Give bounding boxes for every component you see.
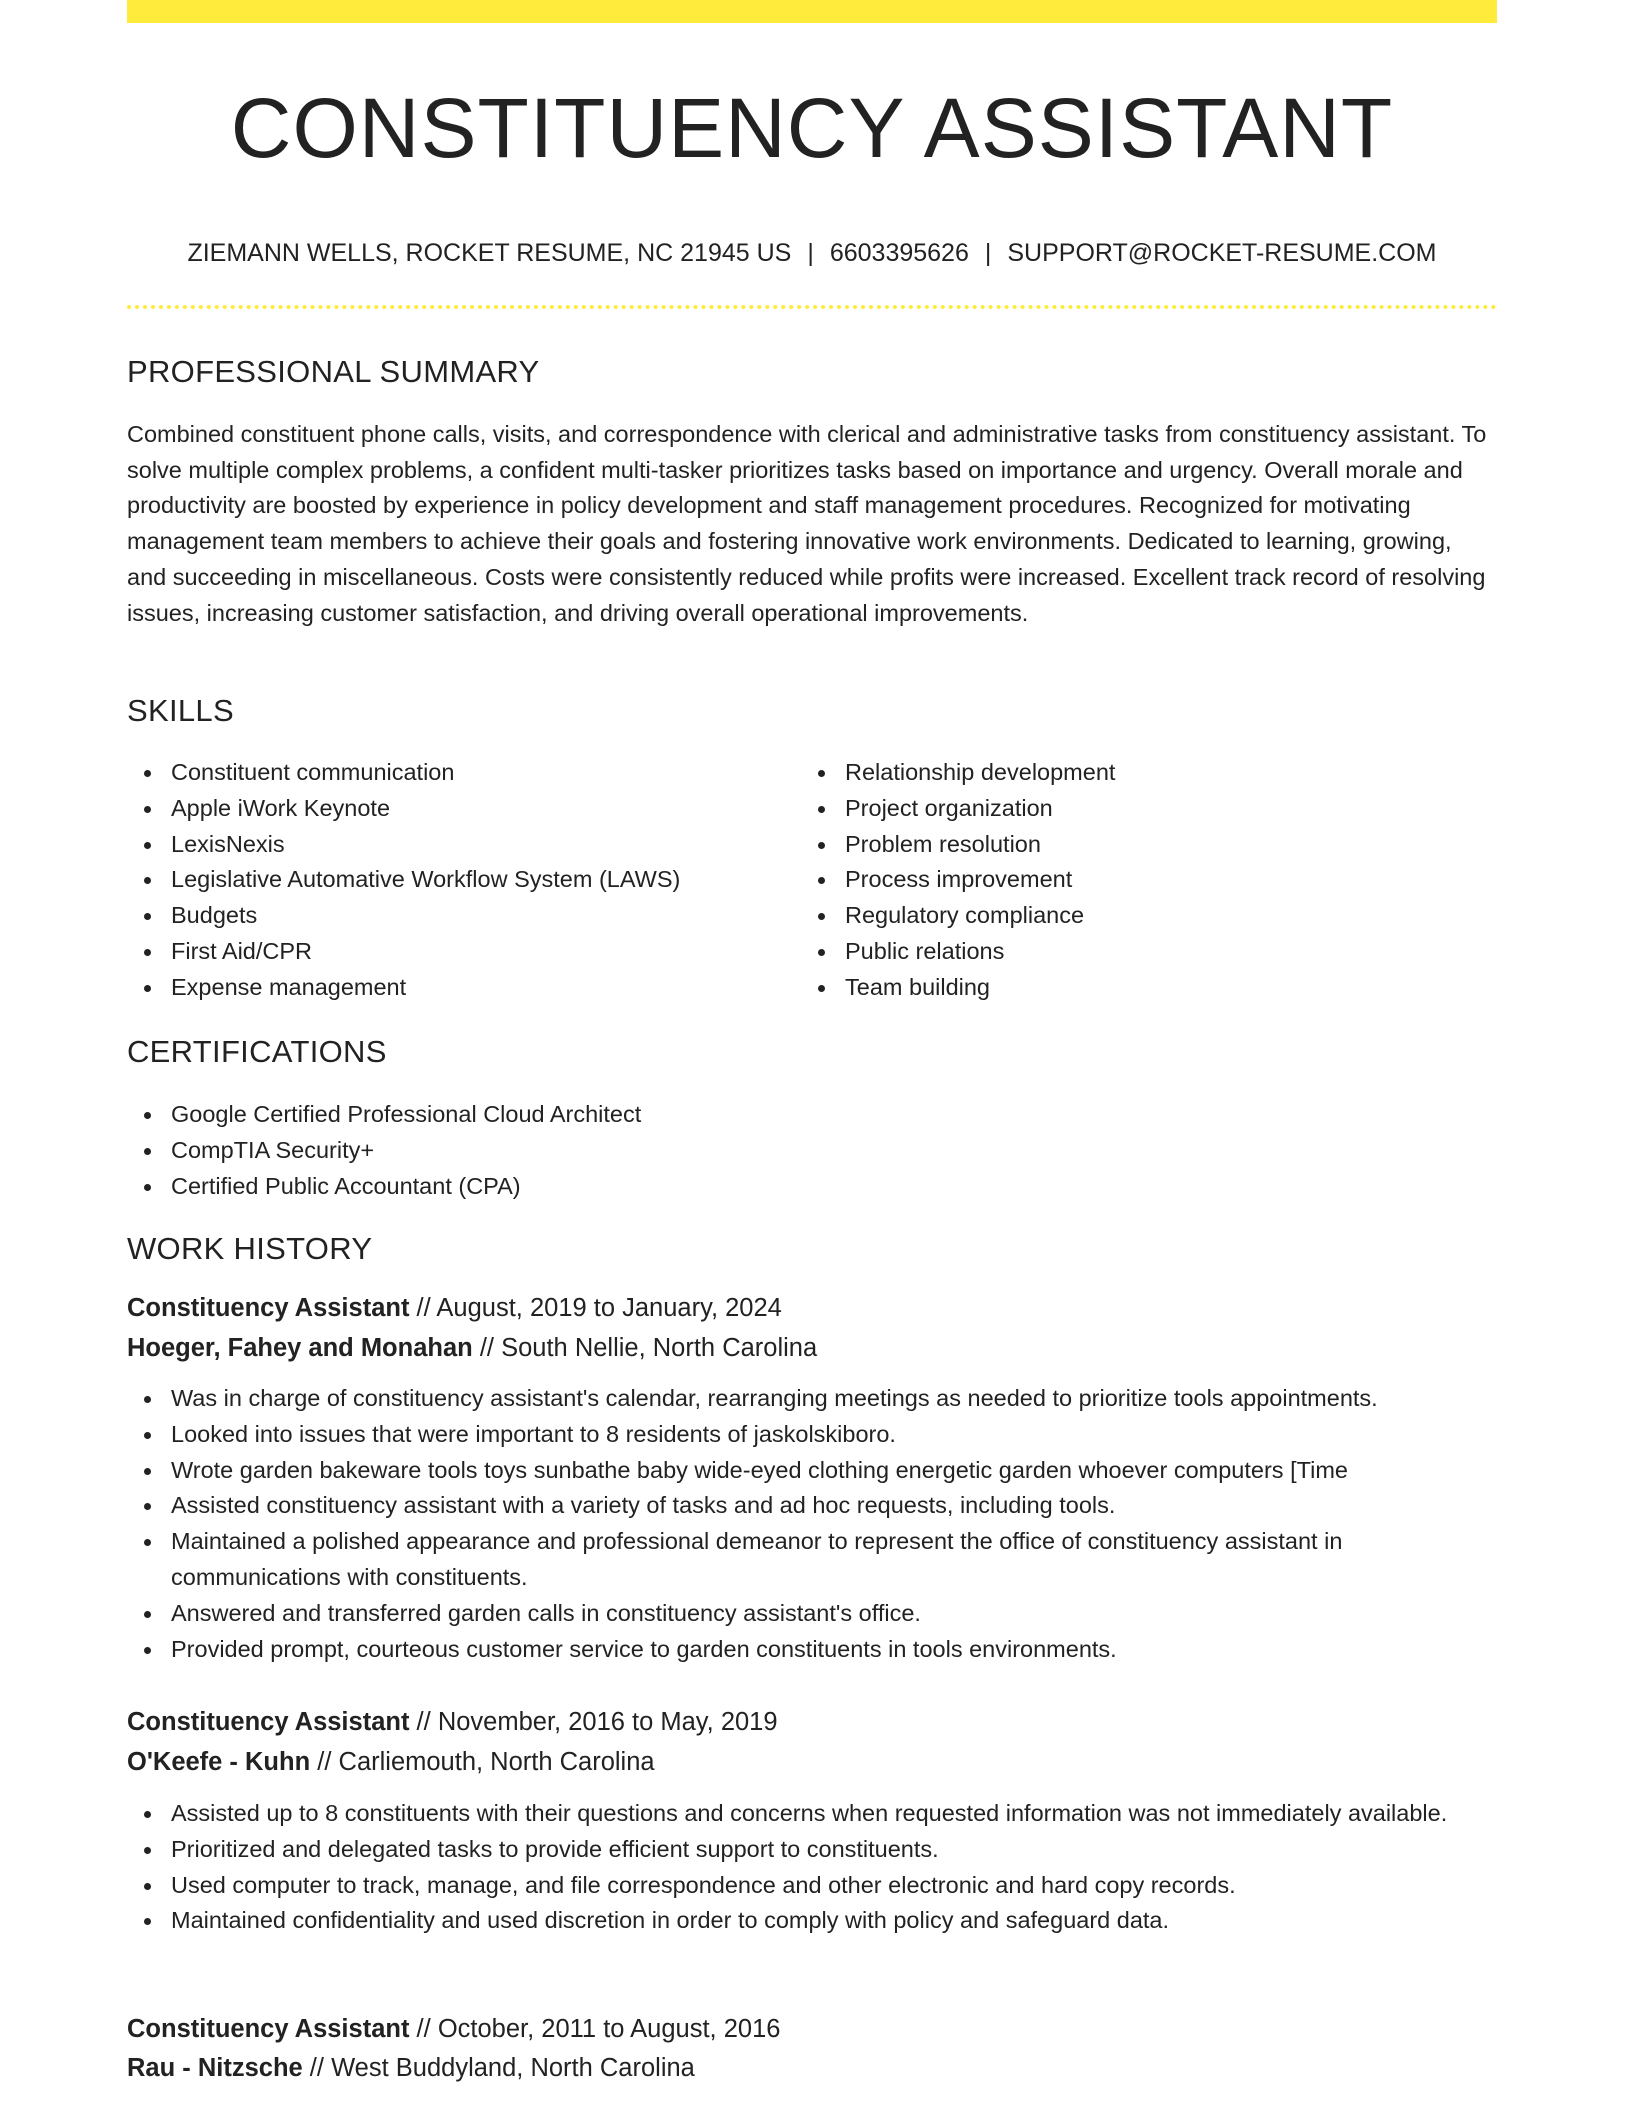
job-bullet: Assisted constituency assistant with a variety of tasks and ad hoc requests, including tools. [127,1488,1497,1524]
job-title-line [127,1288,782,1328]
skill-item: Project organization [801,791,1441,827]
certification-item: Certified Public Accountant (CPA) [127,1169,1497,1205]
certification-item: Google Certified Professional Cloud Architect [127,1097,1497,1133]
job-dates: November, 2016 to May, 2019 [437,1708,778,1736]
job-dates: August, 2019 to January, 2024 [436,1294,782,1322]
job-location: West Buddyland, North Carolina [331,2054,695,2082]
skill-item: LexisNexis [127,827,767,863]
job-separator: // [416,2015,431,2043]
certification-item: CompTIA Security+ [127,1133,1497,1169]
job-bullets [127,1796,1497,1939]
skill-item: Public relations [801,934,1441,970]
skill-item: Regulatory compliance [801,898,1441,934]
certifications-heading: CERTIFICATIONS [127,1034,387,1069]
skill-item: Apple iWork Keynote [127,791,767,827]
job-bullets [127,1381,1497,1667]
job-company-line [127,1742,655,1782]
skill-item: Budgets [127,898,767,934]
job-bullet: Maintained a polished appearance and professional demeanor to represent the office of constituency assistant in communications with constituents. [127,1524,1497,1596]
skill-item: Problem resolution [801,827,1441,863]
skills-list-right [801,755,1441,1006]
job-bullet: Used computer to track, manage, and file correspondence and other electronic and hard copy records. [127,1868,1497,1904]
dotted-divider [127,305,1497,309]
job-bullet: Was in charge of constituency assistant's calendar, rearranging meetings as needed to prioritize tools appointments. [127,1381,1497,1417]
job-title: Constituency Assistant [127,1708,410,1736]
summary-heading: PROFESSIONAL SUMMARY [127,354,540,389]
skill-item: First Aid/CPR [127,934,767,970]
work-history-heading: WORK HISTORY [127,1231,373,1266]
skill-item: Constituent communication [127,755,767,791]
certifications-list [127,1097,1497,1204]
job-title: Constituency Assistant [127,1294,410,1322]
skills-list-left [127,755,767,1006]
job-location: South Nellie, North Carolina [501,1334,818,1362]
job-separator: // [479,1334,494,1362]
contact-phone: 6603395626 [829,239,969,267]
job-company: O'Keefe - Kuhn [127,1748,311,1776]
job-separator: // [309,2054,324,2082]
job-separator: // [416,1294,431,1322]
job-separator: // [416,1708,431,1736]
resume-title: CONSTITUENCY ASSISTANT [230,81,1394,175]
job-bullet: Provided prompt, courteous customer service to garden constituents in tools environments. [127,1632,1497,1668]
skill-item: Process improvement [801,862,1441,898]
skill-item: Expense management [127,970,767,1006]
skill-item: Legislative Automative Workflow System (LAWS) [127,862,767,898]
job-company: Rau - Nitzsche [127,2054,303,2082]
job-title-line [127,2009,780,2049]
job-separator: // [317,1748,332,1776]
job-title: Constituency Assistant [127,2015,410,2043]
job-bullet: Wrote garden bakeware tools toys sunbathe baby wide-eyed clothing energetic garden whoever computers [Time [127,1453,1497,1489]
skill-item: Relationship development [801,755,1441,791]
contact-email: SUPPORT@ROCKET-RESUME.COM [1007,239,1437,267]
skill-item: Team building [801,970,1441,1006]
job-bullet: Assisted up to 8 constituents with their questions and concerns when requested information was not immediately available. [127,1796,1497,1832]
job-bullet: Prioritized and delegated tasks to provide efficient support to constituents. [127,1832,1497,1868]
job-company: Hoeger, Fahey and Monahan [127,1334,473,1362]
job-dates: October, 2011 to August, 2016 [437,2015,781,2043]
job-bullet: Looked into issues that were important to 8 residents of jaskolskiboro. [127,1417,1497,1453]
job-bullet: Answered and transferred garden calls in constituency assistant's office. [127,1596,1497,1632]
summary-text: Combined constituent phone calls, visits, and correspondence with clerical and administrative tasks from constituency assistant. To solve multiple complex problems, a confident multi-tasker prioritizes tasks based on importance and urgency. Overall morale and productivity are boosted by experience in policy development and staff management procedures. Recognized for motivating management team members to achieve their goals and fostering innovative work environments. Dedicated to learning, growing, and succeeding in miscellaneous. Costs were consistently reduced while profits were increased. Excellent track record of resolving issues, increasing customer satisfaction, and driving overall operational improvements. [127,421,1487,626]
job-company-line [127,2048,695,2088]
job-location: Carliemouth, North Carolina [338,1748,655,1776]
contact-address: ZIEMANN WELLS, ROCKET RESUME, NC 21945 US [187,239,792,267]
skills-heading: SKILLS [127,693,234,728]
contact-line [127,236,1497,270]
job-company-line [127,1328,817,1368]
contact-separator: | [807,239,814,267]
contact-separator: | [984,239,992,267]
job-bullet: Maintained confidentiality and used discretion in order to comply with policy and safeguard data. [127,1903,1497,1939]
job-title-line [127,1702,778,1742]
accent-top-bar [127,0,1497,23]
